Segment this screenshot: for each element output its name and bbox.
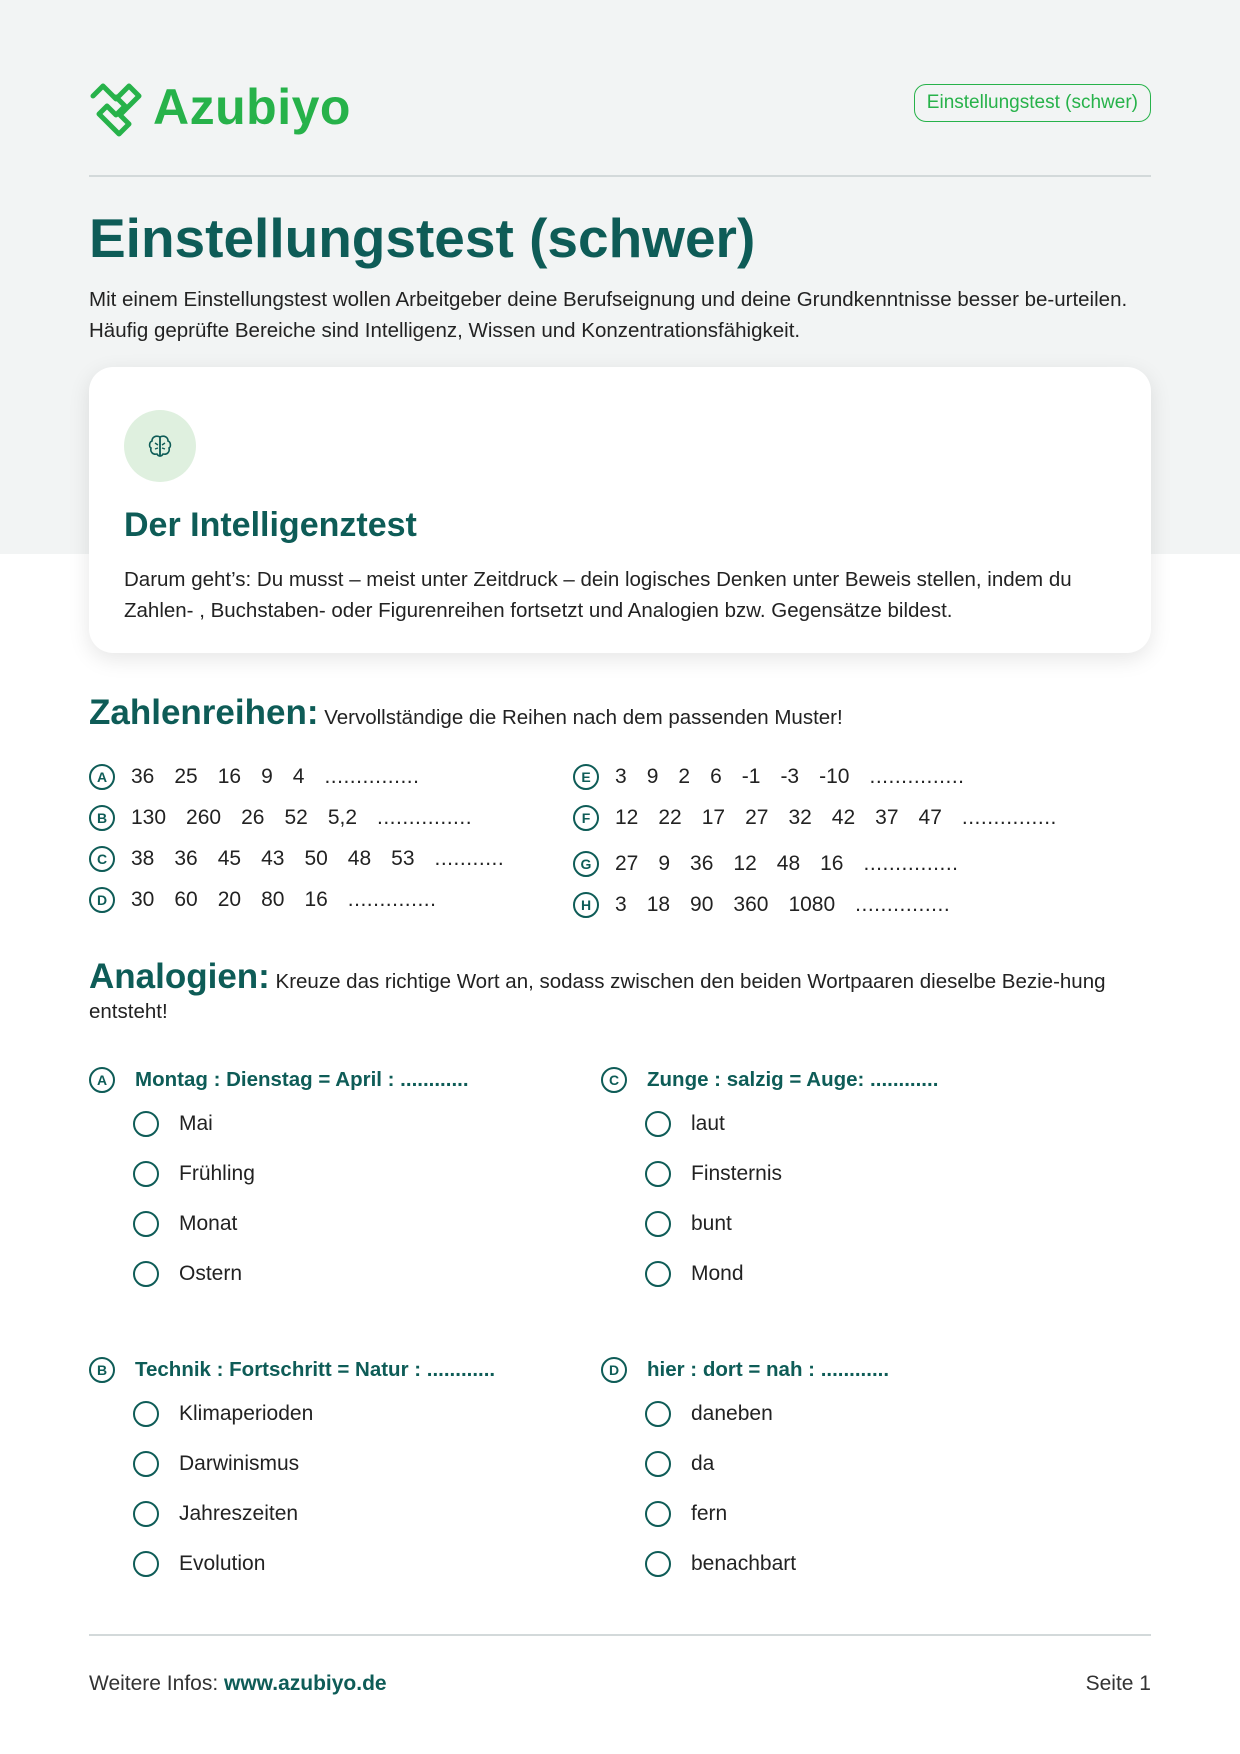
number-series-row-c [89, 846, 504, 872]
series-number: 6 [710, 765, 722, 788]
analogy-option[interactable] [645, 1501, 727, 1527]
analogies-heading [89, 957, 1151, 1027]
series-number: 48 [347, 847, 372, 870]
number-series-heading [89, 693, 1151, 733]
question-letter-badge: A [89, 1067, 115, 1093]
option-label: Mai [179, 1112, 213, 1135]
series-letter-badge: G [573, 851, 599, 877]
option-label: Frühling [179, 1162, 255, 1185]
series-letter-badge: E [573, 764, 599, 790]
card-title: Der Intelligenztest [124, 506, 417, 544]
analogy-option[interactable] [133, 1401, 313, 1427]
series-answer-blank[interactable]: .............. [347, 888, 437, 911]
number-series-row-g [573, 851, 959, 877]
series-number: 52 [284, 806, 308, 829]
series-number: 16 [820, 852, 844, 875]
footer-divider [89, 1634, 1151, 1636]
option-label: Evolution [179, 1552, 266, 1575]
series-number: 4 [292, 765, 305, 788]
series-number: 2 [678, 765, 691, 788]
brain-glyph [147, 433, 173, 459]
intelligence-test-card [89, 367, 1151, 653]
footer-info [89, 1672, 387, 1696]
series-answer-blank[interactable]: ............... [377, 806, 473, 829]
series-number: 50 [304, 847, 328, 870]
series-answer-blank[interactable]: ............... [863, 852, 959, 875]
radio-button[interactable] [645, 1401, 671, 1427]
series-number: 36 [690, 852, 714, 875]
option-label: Darwinismus [179, 1452, 300, 1475]
analogy-option[interactable] [645, 1401, 773, 1427]
radio-button[interactable] [133, 1501, 159, 1527]
header-divider [89, 175, 1151, 177]
logo-mark-icon [89, 76, 143, 138]
series-number: 3 [615, 765, 627, 788]
option-label: fern [691, 1502, 728, 1525]
analogy-option[interactable] [645, 1551, 796, 1577]
series-number: 36 [174, 847, 198, 870]
series-number: 3 [615, 893, 627, 916]
analogy-question-c [601, 1067, 938, 1093]
number-series-instruction: Vervollständige die Reihen nach dem passenden Muster! [324, 706, 843, 729]
option-label: Ostern [179, 1262, 243, 1285]
analogies-title: Analogien: [89, 957, 270, 996]
option-label: laut [691, 1112, 725, 1135]
radio-button[interactable] [645, 1501, 671, 1527]
series-number: 9 [646, 765, 659, 788]
question-letter-badge: B [89, 1357, 115, 1383]
series-number: 130 [131, 806, 167, 829]
analogy-prompt: Technik : Fortschritt = Natur : ............ [135, 1358, 496, 1381]
option-label: Klimaperioden [179, 1402, 314, 1425]
analogy-option[interactable] [133, 1211, 237, 1237]
series-number: 5,2 [327, 806, 358, 829]
series-letter-badge: D [89, 887, 115, 913]
series-number: 37 [875, 806, 899, 829]
series-number: 43 [261, 847, 285, 870]
series-number: 260 [186, 806, 222, 829]
series-number: 12 [733, 852, 757, 875]
document-badge: Einstellungstest (schwer) [914, 84, 1151, 122]
option-label: Mond [691, 1262, 744, 1285]
analogy-option[interactable] [645, 1261, 744, 1287]
series-answer-blank[interactable]: ............... [869, 765, 965, 788]
series-number: 36 [131, 765, 155, 788]
page [89, 0, 1151, 1754]
radio-button[interactable] [133, 1161, 159, 1187]
number-series-row-h [573, 892, 950, 918]
analogy-option[interactable] [133, 1551, 265, 1577]
series-number: 25 [174, 765, 198, 788]
option-label: benachbart [691, 1552, 797, 1575]
series-number: 80 [261, 888, 285, 911]
analogy-option[interactable] [133, 1261, 242, 1287]
radio-button[interactable] [133, 1401, 159, 1427]
series-number: 22 [658, 806, 682, 829]
radio-button[interactable] [645, 1261, 671, 1287]
analogy-option[interactable] [133, 1451, 299, 1477]
option-label: bunt [691, 1212, 732, 1235]
series-number: 27 [615, 852, 639, 875]
radio-button[interactable] [133, 1551, 159, 1577]
radio-button[interactable] [133, 1451, 159, 1477]
number-series-row-a [89, 764, 419, 790]
option-label: da [691, 1452, 715, 1475]
analogy-option[interactable] [133, 1501, 298, 1527]
card-text: Darum geht’s: Du musst – meist unter Zeitdruck – dein logisches Denken unter Beweis stellen, indem du Zahlen- , Buchstaben- oder Figurenreihen fortsetzt und Analogien bzw. Gegensätze bildest. [124, 568, 1072, 622]
analogy-question-b [89, 1357, 495, 1383]
question-letter-badge: D [601, 1357, 627, 1383]
series-letter-badge: H [573, 892, 599, 918]
number-series-row-d [89, 887, 436, 913]
series-answer-blank[interactable]: ............... [961, 806, 1057, 829]
number-series-row-b [89, 805, 472, 831]
number-series-row-f [573, 805, 1057, 831]
series-letter-badge: C [89, 846, 115, 872]
radio-button[interactable] [133, 1261, 159, 1287]
radio-button[interactable] [645, 1211, 671, 1237]
series-number: 32 [788, 806, 812, 829]
series-number: 60 [174, 888, 198, 911]
series-number: 90 [690, 893, 714, 916]
series-number: 53 [391, 847, 415, 870]
series-answer-blank[interactable]: ........... [434, 847, 505, 870]
analogy-prompt: Zunge : salzig = Auge: ............ [647, 1068, 939, 1091]
radio-button[interactable] [645, 1451, 671, 1477]
radio-button[interactable] [133, 1111, 159, 1137]
series-number: 47 [918, 806, 942, 829]
radio-button[interactable] [645, 1161, 671, 1187]
series-number: 18 [646, 893, 671, 916]
series-number: 16 [304, 888, 328, 911]
number-series-title: Zahlenreihen: [89, 693, 319, 732]
analogy-option[interactable] [645, 1211, 732, 1237]
series-number: 9 [261, 765, 273, 788]
number-series-row-e [573, 764, 965, 790]
analogy-option[interactable] [133, 1111, 213, 1137]
series-number: 27 [745, 806, 769, 829]
brand-logo[interactable] [89, 76, 351, 138]
series-number: 16 [217, 765, 242, 788]
series-answer-blank[interactable]: ............... [324, 765, 420, 788]
analogy-option[interactable] [645, 1111, 725, 1137]
intro-text: Mit einem Einstellungstest wollen Arbeitgeber deine Berufseignung und deine Grundkenntnisse besser be-urteilen. Häufig geprüfte Bereiche sind Intelligenz, Wissen und Konzentrationsfähigkeit. [89, 288, 1128, 342]
series-number: 1080 [788, 893, 836, 916]
radio-button[interactable] [133, 1211, 159, 1237]
series-number: 48 [776, 852, 801, 875]
series-number: 360 [733, 893, 769, 916]
analogies-instruction: Kreuze das richtige Wort an, sodass zwischen den beiden Wortpaaren dieselbe Bezie-hung entsteht! [89, 970, 1106, 1023]
series-number: 45 [217, 847, 242, 870]
analogy-prompt: Montag : Dienstag = April : ............ [135, 1068, 469, 1091]
series-number: 20 [217, 888, 242, 911]
series-number: 38 [131, 847, 155, 870]
series-number: 42 [831, 806, 856, 829]
option-label: daneben [691, 1402, 773, 1425]
series-number: 9 [658, 852, 671, 875]
page-title: Einstellungstest (schwer) [89, 207, 756, 269]
series-number: 30 [131, 888, 155, 911]
footer-info-label: Weitere Infos: [89, 1672, 219, 1695]
series-number: 17 [701, 806, 726, 829]
footer-url-link[interactable]: www.azubiyo.de [224, 1672, 387, 1695]
series-letter-badge: A [89, 764, 115, 790]
brain-icon [124, 410, 196, 482]
page-number: Seite 1 [1085, 1672, 1151, 1695]
analogy-question-a [89, 1067, 469, 1093]
series-number: -3 [780, 765, 800, 788]
series-number: 12 [615, 806, 639, 829]
brand-name: Azubiyo [153, 79, 351, 135]
analogy-option[interactable] [645, 1451, 714, 1477]
analogy-option[interactable] [645, 1161, 782, 1187]
analogy-question-d [601, 1357, 889, 1383]
option-label: Finsternis [691, 1162, 783, 1185]
series-letter-badge: F [573, 805, 599, 831]
radio-button[interactable] [645, 1551, 671, 1577]
option-label: Jahreszeiten [179, 1502, 299, 1525]
series-letter-badge: B [89, 805, 115, 831]
series-number: 26 [241, 806, 265, 829]
series-answer-blank[interactable]: ............... [855, 893, 951, 916]
series-number: -1 [741, 765, 761, 788]
radio-button[interactable] [645, 1111, 671, 1137]
analogy-prompt: hier : dort = nah : ............ [647, 1358, 890, 1381]
series-number: -10 [819, 765, 850, 788]
analogy-option[interactable] [133, 1161, 255, 1187]
question-letter-badge: C [601, 1067, 627, 1093]
option-label: Monat [179, 1212, 238, 1235]
